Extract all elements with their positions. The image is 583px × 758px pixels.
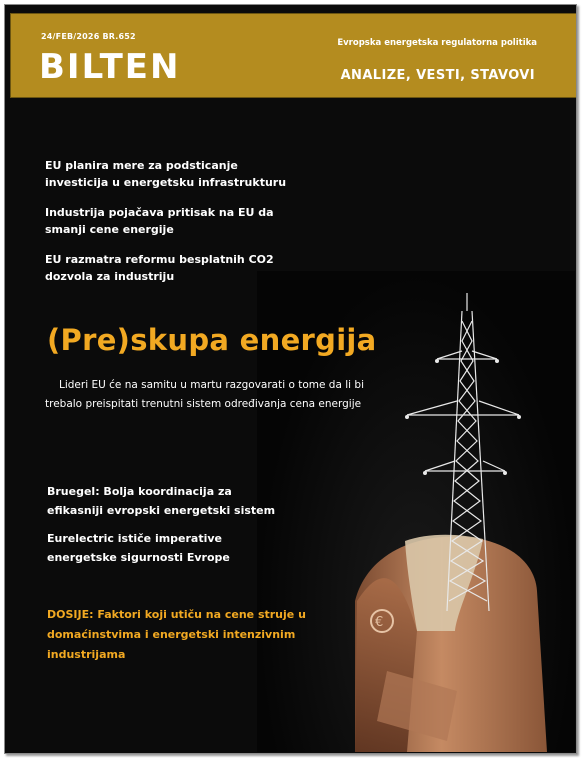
headline-item[interactable]: Industrija pojačava pritisak na EU da smanji cene energije <box>45 206 274 236</box>
secondary-list <box>47 482 287 576</box>
headline-item[interactable]: EU razmatra reformu besplatnih CO2 dozvola za industriju <box>45 253 274 283</box>
tagline: Evropska energetska regulatorna politika <box>337 38 537 48</box>
issue-number: 24/FEB/2026 BR.652 <box>41 32 136 41</box>
lead-paragraph: Lideri EU će na samitu u martu razgovarati o tome da li bi trebalo preispitati trenutni sistem određivanja cena energije <box>45 379 365 410</box>
masthead <box>10 13 577 98</box>
bulletin-cover <box>4 4 577 754</box>
brand-title: BILTEN <box>39 47 181 87</box>
secondary-item[interactable]: Eurelectric ističe imperative energetske sigurnosti Evrope <box>47 532 230 564</box>
svg-text:€: € <box>375 615 384 630</box>
main-title: (Pre)skupa energija <box>47 323 377 357</box>
dossier-link[interactable]: DOSIJE: Faktori koji utiču na cene struje u domaćinstvima i energetski intenzivnim industrijama <box>47 608 306 661</box>
secondary-item[interactable]: Bruegel: Bolja koordinacija za efikasniji evropski energetski sistem <box>47 485 276 517</box>
section-labels: ANALIZE, VESTI, STAVOVI <box>340 68 535 83</box>
headline-list <box>45 157 295 298</box>
headline-item[interactable]: EU planira mere za podsticanje investicija u energetsku infrastrukturu <box>45 159 287 189</box>
